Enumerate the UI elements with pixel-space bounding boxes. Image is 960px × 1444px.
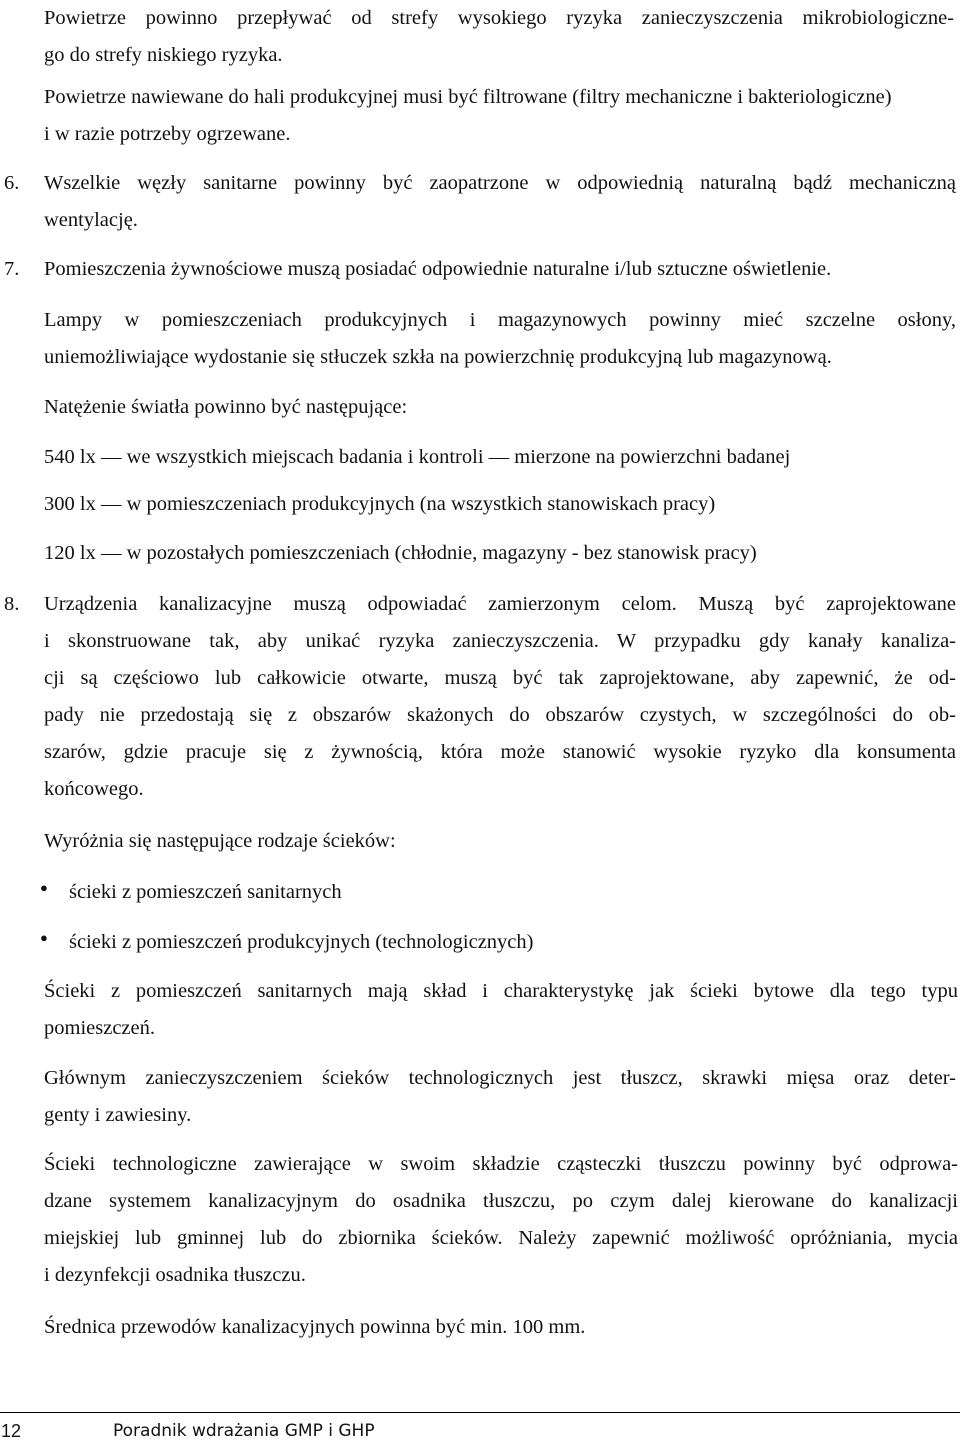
bullet-icon: ● [40,880,48,895]
text-line: Ścieki z pomieszczeń sanitarnych mają skład i charakterystykę jak ścieki bytowe dla tego typu [44,980,958,1002]
text-line: pomieszczeń. [44,1017,155,1039]
paragraph-air-flow [44,0,954,74]
bullet-icon: ● [40,930,48,945]
item-number: 6. [4,172,20,194]
text-line: dzane systemem kanalizacyjnym do osadnika tłuszczu, po czym dalej kierowane do kanalizacji [44,1190,958,1212]
text-line: Pomieszczenia żywnościowe muszą posiadać odpowiednie naturalne i/lub sztuczne oświetlenie. [44,258,832,280]
text-line: Wyróżnia się następujące rodzaje ścieków: [44,830,396,852]
text-line: Natężenie światła powinno być następujące: [44,396,408,418]
page-number: 12 [1,1421,22,1441]
text-line: 120 lx — w pozostałych pomieszczeniach (chłodnie, magazyny - bez stanowisk pracy) [44,542,757,564]
sewage-intro [44,823,960,860]
light-intensity-intro [44,389,960,426]
text-line: cji są częściowo lub całkowicie otwarte, muszą być tak zaprojektowane, aby zapewnić, że od- [44,667,956,689]
text-line: miejskiej lub gminnej lub do zbiornika ścieków. Należy zapewnić możliwość opróżniania, mycia [44,1227,958,1249]
text-line: Ścieki technologiczne zawierające w swoim składzie cząsteczki tłuszczu powinny być odprowa- [44,1153,958,1175]
text-line: pady nie przedostają się z obszarów skażonych do obszarów czystych, w szczególności do ob- [44,704,956,726]
paragraph-fat-separator [44,1146,958,1294]
paragraph-sanitary-sewage [44,973,958,1047]
paragraph-supply-air [44,79,960,153]
text-line: szarów, gdzie pracuje się z żywnością, która może stanowić wysokie ryzyko dla konsumenta [44,741,956,763]
text-line: Średnica przewodów kanalizacyjnych powinna być min. 100 mm. [44,1316,586,1338]
bullet-text: ścieki z pomieszczeń sanitarnych [69,881,342,903]
paragraph-lamps [44,302,956,376]
text-line: wentylację. [44,209,138,231]
footer-divider [0,1412,960,1413]
lux-540 [44,439,960,476]
item-number: 8. [4,593,20,615]
list-item-8 [4,586,956,808]
text-line: Powietrze powinno przepływać od strefy wysokiego ryzyka zanieczyszczenia mikrobiologiczne- [44,7,954,29]
list-item-6 [4,165,956,239]
text-line: 540 lx — we wszystkich miejscach badania i kontroli — mierzone na powierzchni badanej [44,446,791,468]
text-line: uniemożliwiające wydostanie się stłuczek szkła na powierzchnię produkcyjną lub magazynową. [44,346,832,368]
text-line: go do strefy niskiego ryzyka. [44,44,283,66]
text-line: Powietrze nawiewane do hali produkcyjnej musi być filtrowane (filtry mechaniczne i bakteriologiczne) [44,86,892,108]
lux-120 [44,535,960,572]
footer-title: Poradnik wdrażania GMP i GHP [113,1421,375,1441]
text-line: Wszelkie węzły sanitarne powinny być zaopatrzone w odpowiednią naturalną bądź mechaniczną [44,172,956,194]
paragraph-tech-pollution [44,1060,956,1134]
lux-300 [44,486,960,523]
item-number: 7. [4,258,20,280]
text-line: Lampy w pomieszczeniach produkcyjnych i magazynowych powinny mieć szczelne osłony, [44,309,956,331]
paragraph-diameter [44,1309,960,1346]
list-item-7 [4,251,960,288]
text-line: 300 lx — w pomieszczeniach produkcyjnych (na wszystkich stanowiskach pracy) [44,493,716,515]
text-line: i w razie potrzeby ogrzewane. [44,123,291,145]
text-line: Głównym zanieczyszczeniem ścieków technologicznych jest tłuszcz, skrawki mięsa oraz deter- [44,1067,956,1089]
text-line: genty i zawiesiny. [44,1104,192,1126]
text-line: Urządzenia kanalizacyjne muszą odpowiadać zamierzonym celom. Muszą być zaprojektowane [44,593,956,615]
text-line: i dezynfekcji osadnika tłuszczu. [44,1264,306,1286]
text-line: i skonstruowane tak, aby unikać ryzyka zanieczyszczenia. W przypadku gdy kanały kanaliza- [44,630,956,652]
bullet-text: ścieki z pomieszczeń produkcyjnych (technologicznych) [69,931,534,953]
text-line: końcowego. [44,778,144,800]
